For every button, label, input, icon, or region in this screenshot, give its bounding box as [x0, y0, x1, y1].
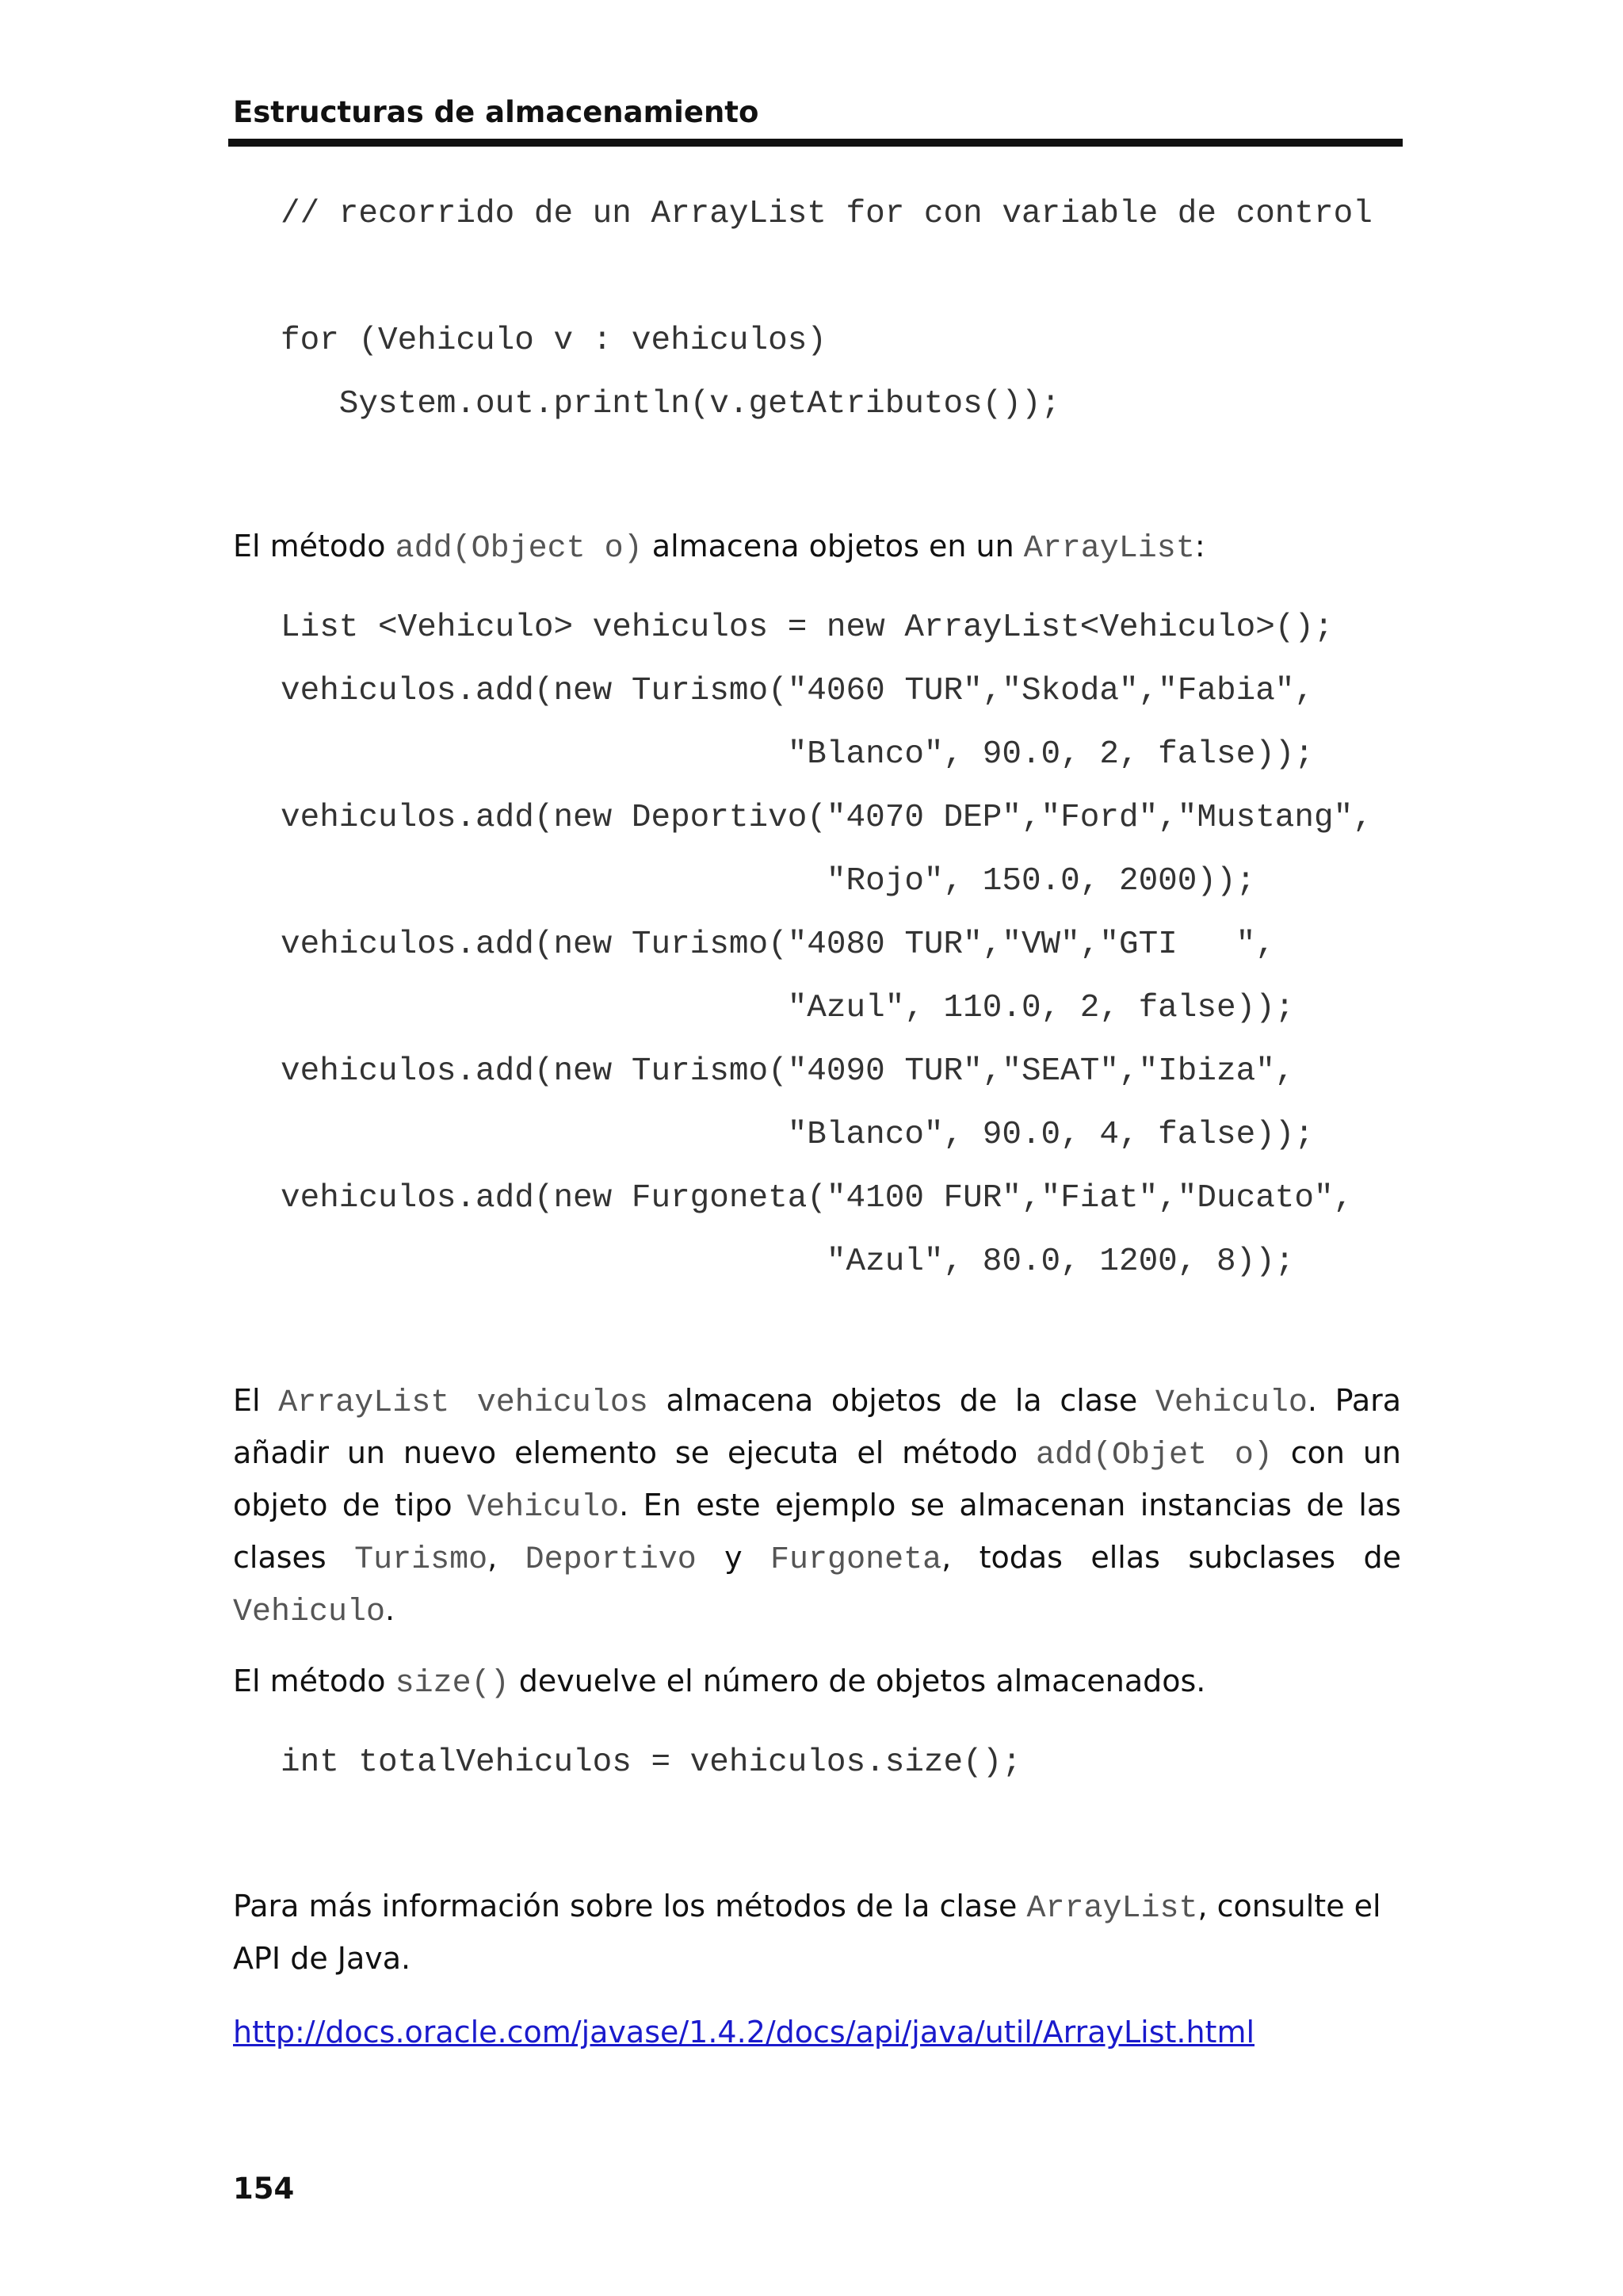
code-line: int totalVehiculos = vehiculos.size(); [281, 1744, 1022, 1781]
inline-code: size() [395, 1666, 510, 1702]
inline-code: Vehiculo [467, 1490, 620, 1526]
inline-code: Deportivo [525, 1542, 697, 1578]
inline-code: Vehiculo [1155, 1385, 1308, 1421]
paragraph-add-method: El método add(Object o) almacena objetos en un ArrayList: [233, 529, 1205, 567]
code-line: vehiculos.add(new Turismo("4060 TUR","Skoda","Fabia", [281, 673, 1315, 709]
code-line: "Blanco", 90.0, 2, false)); [281, 736, 1315, 773]
code-line: List <Vehiculo> vehiculos = new ArrayList<Vehiculo>(); [281, 609, 1334, 646]
code-line: "Azul", 110.0, 2, false)); [281, 990, 1295, 1026]
code-block-add [281, 596, 1373, 1293]
inline-code: Vehiculo [233, 1595, 386, 1630]
inline-code: ArrayList [1026, 1891, 1198, 1927]
paragraph-size-method: El método size() devuelve el número de objetos almacenados. [233, 1664, 1206, 1702]
code-line: vehiculos.add(new Turismo("4080 TUR","VW","GTI ", [281, 926, 1275, 963]
inline-code: Turismo [354, 1542, 488, 1578]
inline-code: ArrayList vehiculos [278, 1385, 648, 1421]
code-block-loop [281, 182, 1373, 436]
arraylist-api-link[interactable]: http://docs.oracle.com/javase/1.4.2/docs/api/java/util/ArrayList.html [233, 2015, 1255, 2050]
code-line: "Rojo", 150.0, 2000)); [281, 863, 1256, 900]
code-line: vehiculos.add(new Turismo("4090 TUR","SEAT","Ibiza", [281, 1053, 1295, 1090]
inline-code: Furgoneta [770, 1542, 942, 1578]
inline-code: add(Object o) [395, 531, 643, 567]
code-line: vehiculos.add(new Furgoneta("4100 FUR","Fiat","Ducato", [281, 1180, 1354, 1217]
paragraph-more-info: Para más información sobre los métodos de la clase ArrayList, consulte el API de Java. [233, 1889, 1381, 1976]
page-header-title: Estructuras de almacenamiento [233, 95, 759, 129]
code-line: System.out.println(v.getAtributos()); [281, 386, 1061, 422]
code-line: "Azul", 80.0, 1200, 8)); [281, 1244, 1295, 1280]
paragraph-arraylist: El ArrayList vehiculos almacena objetos de la clase Vehiculo. Para añadir un nuevo elemento se ejecuta el método add(Objet o) con un objeto de tipo Vehiculo. En este ejemplo se almacenan instancias de las clases Turismo, Deportivo y Furgoneta, todas ellas subclases de Vehiculo. [233, 1383, 1402, 1630]
inline-code: add(Objet o) [1035, 1438, 1273, 1473]
code-line: for (Vehiculo v : vehiculos) [281, 323, 827, 359]
code-line: "Blanco", 90.0, 4, false)); [281, 1117, 1315, 1153]
header-rule [228, 139, 1403, 147]
code-line: vehiculos.add(new Deportivo("4070 DEP","Ford","Mustang", [281, 800, 1373, 836]
inline-code: ArrayList [1023, 531, 1195, 567]
code-line: // recorrido de un ArrayList for con variable de control [281, 196, 1373, 232]
code-block-size [281, 1731, 1022, 1794]
page-number: 154 [233, 2172, 295, 2206]
